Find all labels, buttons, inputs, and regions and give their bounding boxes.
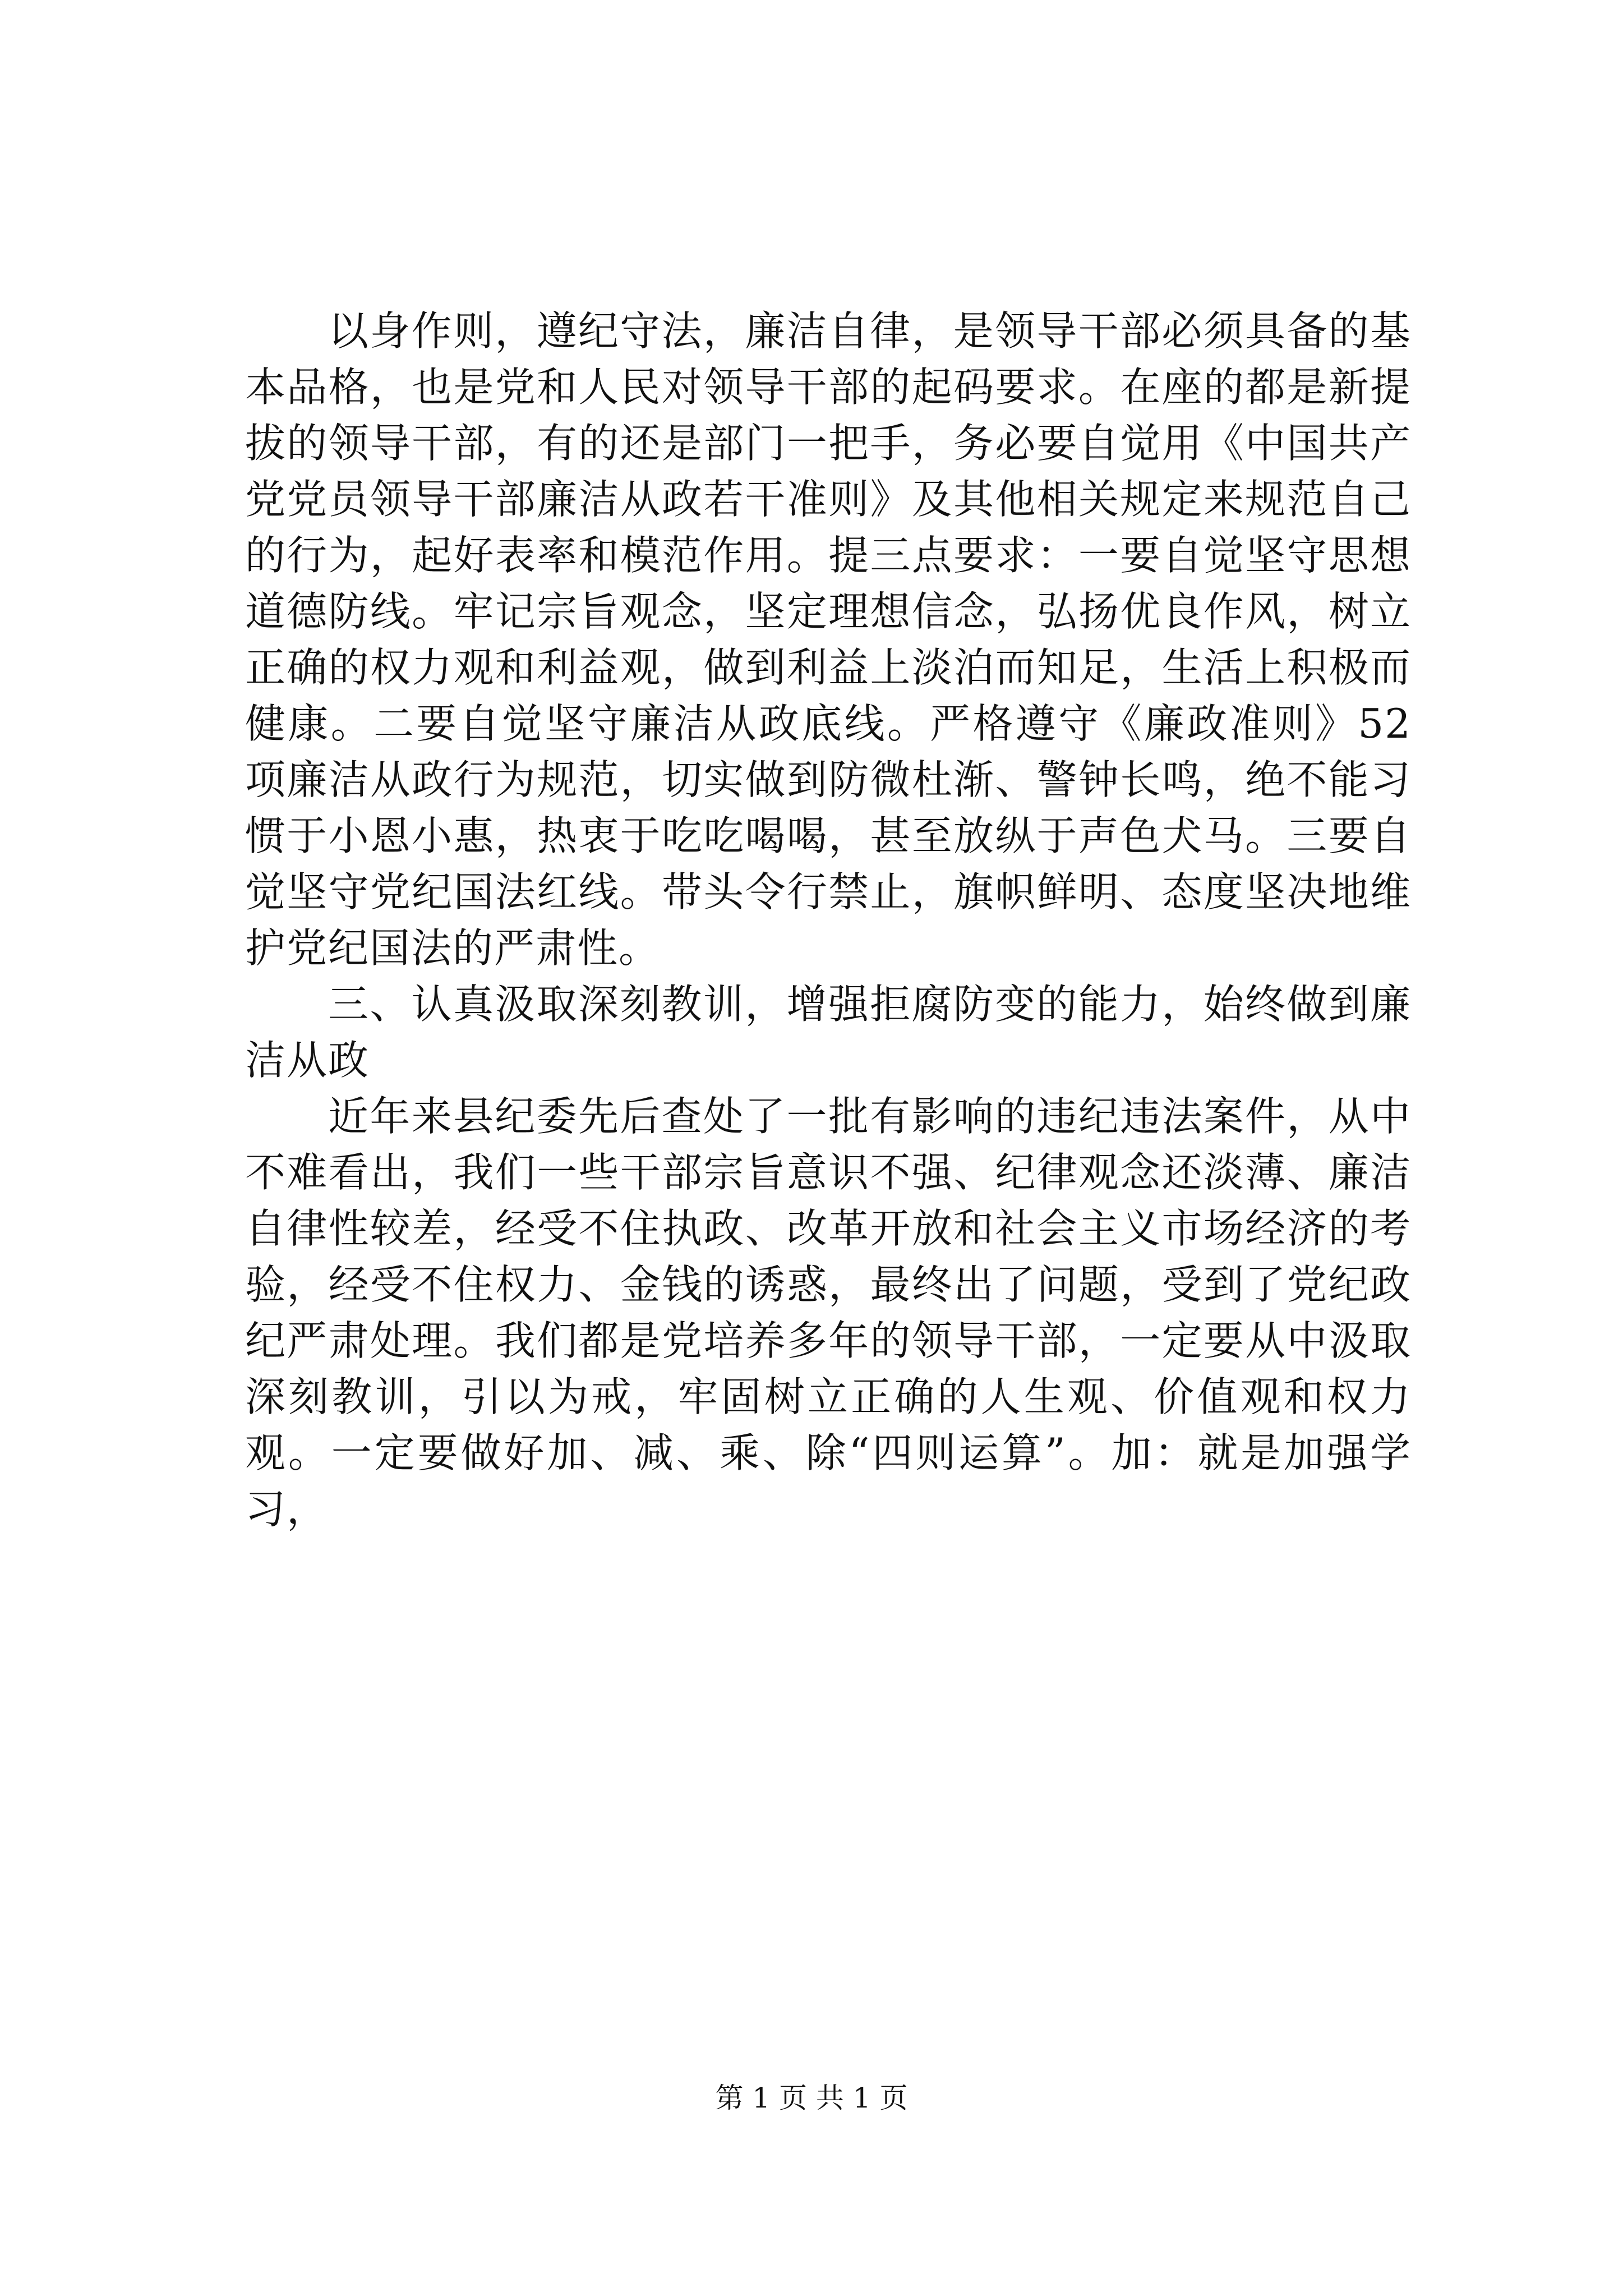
paragraph-lessons: 近年来县纪委先后查处了一批有影响的违纪违法案件，从中不难看出，我们一些干部宗旨意识不强、纪律观念还淡薄、廉洁自律性较差，经受不住执政、改革开放和社会主义市场经济的考验，经受不住权力、金钱的诱惑，最终出了问题，受到了党纪政纪严肃处理。我们都是党培养多年的领导干部，一定要从中汲取深刻教训，引以为戒，牢固树立正确的人生观、价值观和权力观。一定要做好加、减、乘、除“四则运算”。加：就是加强学习， [245,1093,1412,1533]
page-footer: 第 1 页 共 1 页 [715,2082,908,2114]
paragraph-self-discipline: 以身作则，遵纪守法，廉洁自律，是领导干部必须具备的基本品格，也是党和人民对领导干部的起码要求。在座的都是新提拔的领导干部，有的还是部门一把手，务必要自觉用《中国共产党党员领导干部廉洁从政若干准则》及其他相关规定来规范自己的行为，起好表率和模范作用。提三点要求：一要自觉坚守思想道德防线。牢记宗旨观念，坚定理想信念，弘扬优良作风，树立正确的权力观和利益观，做到利益上淡泊而知足，生活上积极而健康。二要自觉坚守廉洁从政底线。严格遵守《廉政准则》52项廉洁从政行为规范，切实做到防微杜渐、警钟长鸣，绝不能习惯于小恩小惠，热衷于吃吃喝喝，甚至放纵于声色犬马。三要自觉坚守党纪国法红线。带头令行禁止，旗帜鲜明、态度坚决地维护党纪国法的严肃性。 [245,307,1412,972]
section-heading-three: 三、认真汲取深刻教训，增强拒腐防变的能力，始终做到廉洁从政 [245,981,1412,1084]
document-body [245,303,1412,1537]
